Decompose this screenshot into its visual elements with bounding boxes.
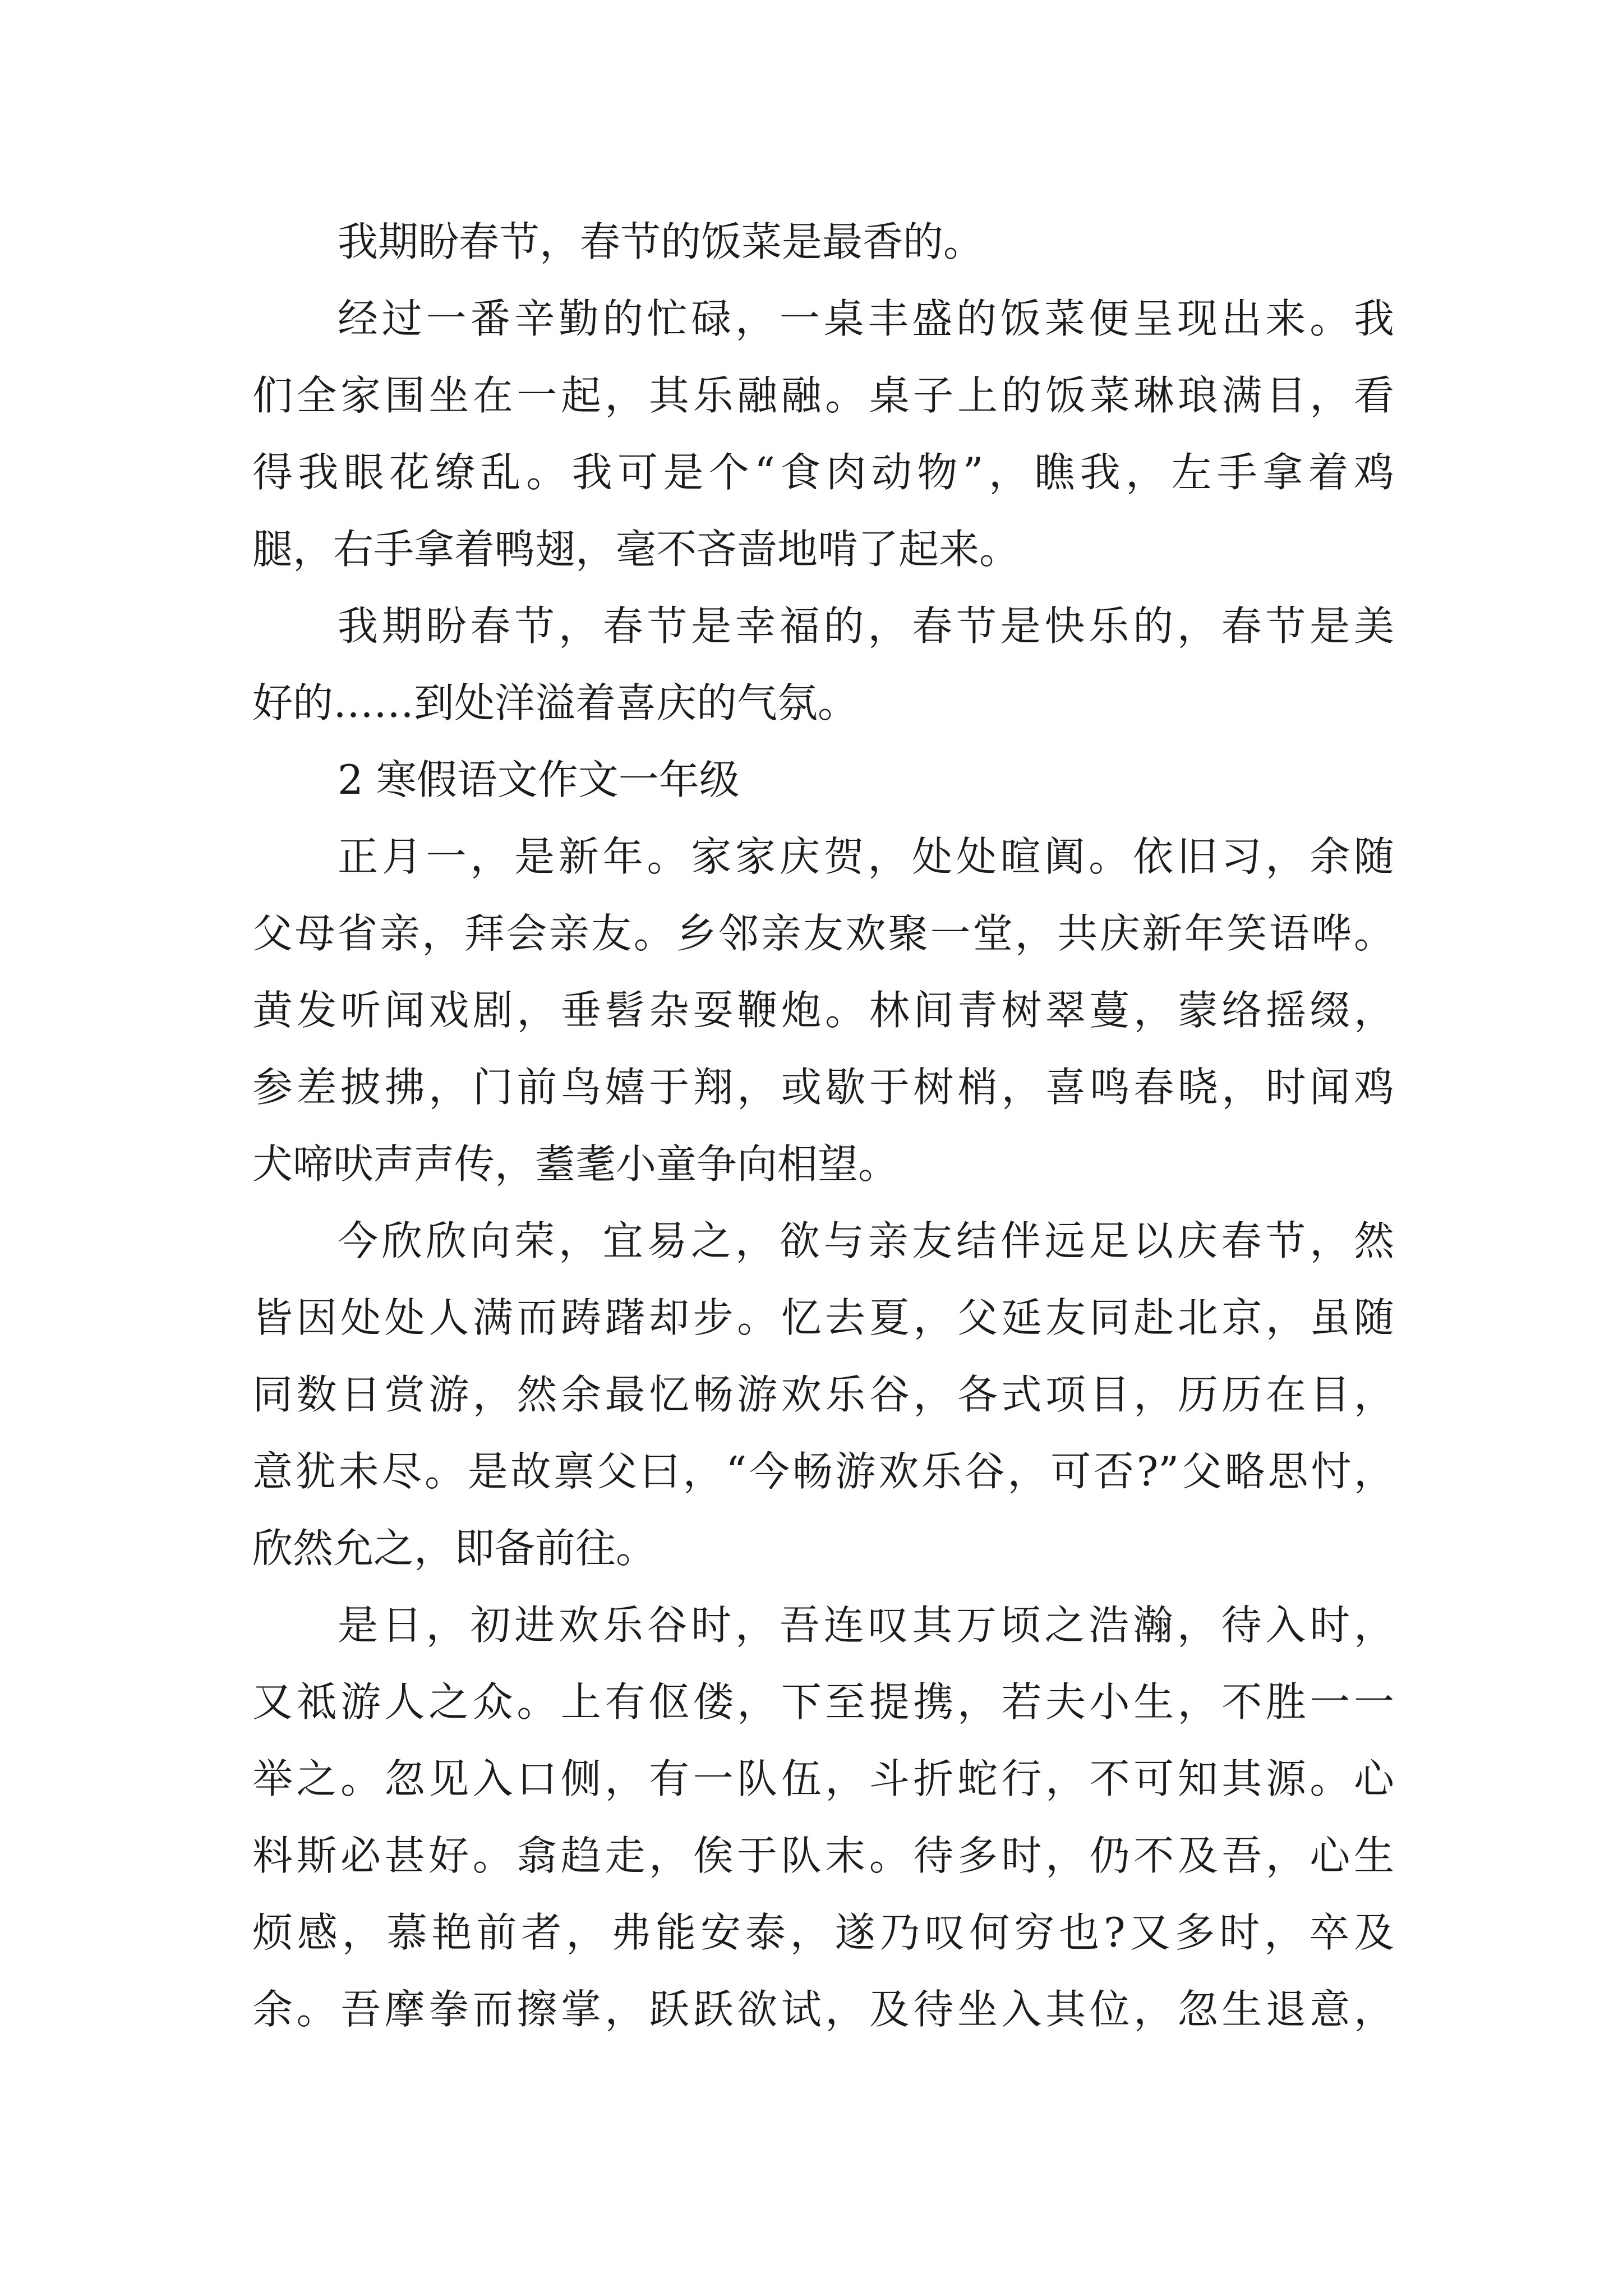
paragraph-line: 意犹未尽。是故禀父曰，“今畅游欢乐谷，可否?”父略思忖，: [252, 1448, 1394, 1495]
paragraph-line: 好的……到处洋溢着喜庆的气氛。: [252, 679, 859, 726]
paragraph-line: 得我眼花缭乱。我可是个“食肉动物”，瞧我，左手拿着鸡: [252, 449, 1394, 496]
paragraph-line: 烦感，慕艳前者，弗能安泰，遂乃叹何穷也?又多时，卒及: [252, 1909, 1394, 1956]
paragraph-line: 犬啼吠声声传，耋耄小童争向相望。: [252, 1140, 899, 1188]
paragraph-line: 同数日赏游，然余最忆畅游欢乐谷，各式项目，历历在目，: [252, 1371, 1394, 1418]
paragraph-line: 是日，初进欢乐谷时，吾连叹其万顷之浩瀚，待入时，: [338, 1602, 1394, 1649]
paragraph-line: 余。吾摩拳而擦掌，跃跃欲试，及待坐入其位，忽生退意，: [252, 1986, 1394, 2033]
paragraph-line: 正月一，是新年。家家庆贺，处处暄阗。依旧习，余随: [338, 833, 1394, 880]
paragraph-line: 皆因处处人满而踌躇却步。忆去夏，父延友同赴北京，虽随: [252, 1294, 1394, 1341]
section-heading: 2 寒假语文作文一年级: [338, 756, 740, 803]
paragraph-line: 经过一番辛勤的忙碌，一桌丰盛的饭菜便呈现出来。我: [338, 295, 1394, 342]
paragraph-line: 们全家围坐在一起，其乐融融。桌子上的饭菜琳琅满目，看: [252, 372, 1394, 419]
paragraph-line: 今欣欣向荣，宜易之，欲与亲友结伴远足以庆春节，然: [338, 1217, 1394, 1264]
paragraph-line: 举之。忽见入口侧，有一队伍，斗折蛇行，不可知其源。心: [252, 1755, 1394, 1802]
paragraph-line: 腿，右手拿着鸭翅，毫不吝啬地啃了起来。: [252, 526, 1020, 573]
document-body: [252, 204, 1394, 2048]
paragraph-line: 欣然允之，即备前往。: [252, 1525, 657, 1572]
paragraph-line: 我期盼春节，春节是幸福的，春节是快乐的，春节是美: [338, 602, 1394, 650]
paragraph-line: 我期盼春节，春节的饭菜是最香的。: [338, 218, 984, 265]
paragraph-line: 黄发听闻戏剧，垂髫杂耍鞭炮。林间青树翠蔓，蒙络摇缀，: [252, 987, 1394, 1034]
paragraph-line: 又祗游人之众。上有伛偻，下至提携，若夫小生，不胜一一: [252, 1678, 1394, 1726]
paragraph-line: 料斯必甚好。翕趋走，俟于队末。待多时，仍不及吾，心生: [252, 1832, 1394, 1879]
paragraph-line: 参差披拂，门前鸟嬉于翔，或歇于树梢，喜鸣春晓，时闻鸡: [252, 1064, 1394, 1111]
paragraph-line: 父母省亲，拜会亲友。乡邻亲友欢聚一堂，共庆新年笑语哗。: [252, 910, 1394, 957]
